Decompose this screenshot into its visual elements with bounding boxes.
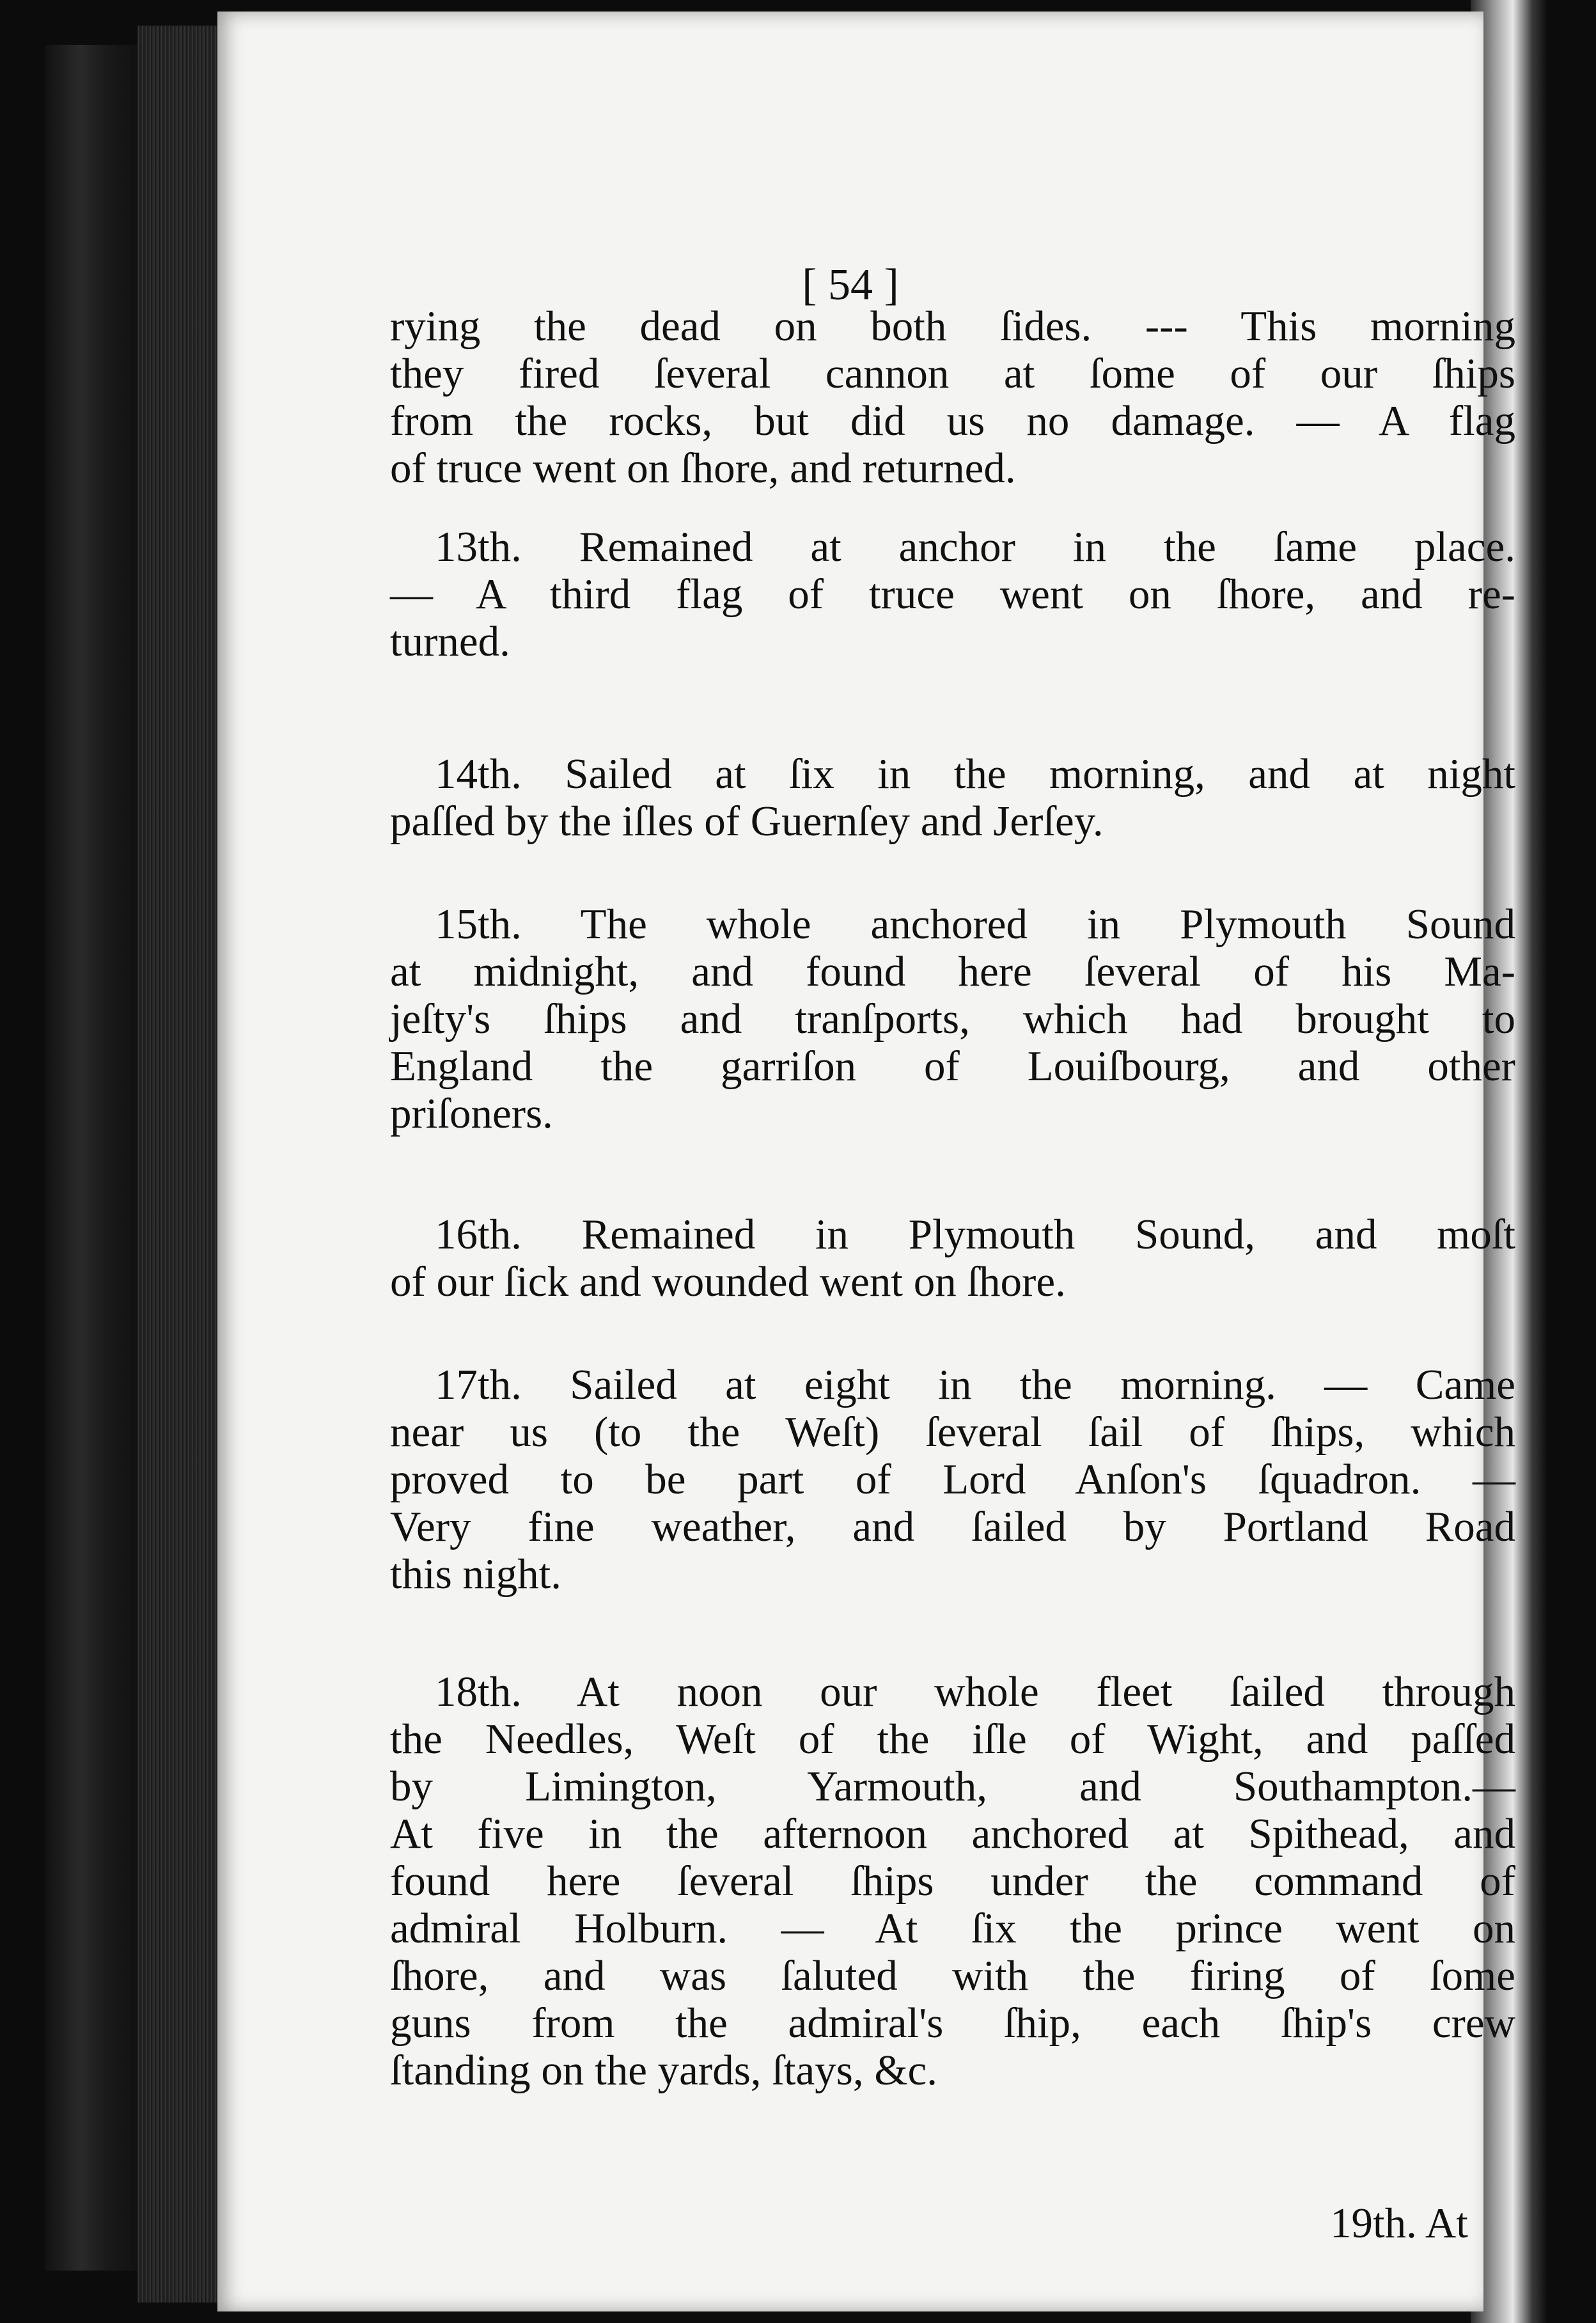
text-line: from the rocks, but did us no damage. — A flag bbox=[390, 397, 1515, 445]
text-line: they fired ſeveral cannon at ſome of our ſhips bbox=[390, 350, 1515, 397]
text-line: Very fine weather, and ſailed by Portland Road bbox=[390, 1503, 1515, 1550]
text-line: of our ſick and wounded went on ſhore. bbox=[390, 1258, 1066, 1305]
text-line: this night. bbox=[390, 1550, 562, 1598]
text-line: 17th. Sailed at eight in the morning. — Came bbox=[435, 1361, 1515, 1408]
text-line: priſoners. bbox=[390, 1090, 553, 1137]
text-line: England the garriſon of Louiſbourg, and other bbox=[390, 1043, 1515, 1090]
paragraph bbox=[390, 1668, 1515, 2094]
text-line: 13th. Remained at anchor in the ſame place. bbox=[435, 523, 1515, 571]
text-line: admiral Holburn. — At ſix the prince went on bbox=[390, 1905, 1515, 1952]
text-line: 14th. Sailed at ſix in the morning, and at night bbox=[435, 750, 1515, 798]
text-line: of truce went on ſhore, and returned. bbox=[390, 445, 1016, 492]
book-cover-edge bbox=[45, 45, 147, 2271]
paragraph bbox=[390, 1361, 1515, 1598]
text-line: found here ſeveral ſhips under the command of bbox=[390, 1857, 1515, 1905]
paragraph bbox=[390, 750, 1515, 845]
text-line: 18th. At noon our whole fleet ſailed through bbox=[435, 1668, 1515, 1715]
text-line: paſſed by the iſles of Guernſey and Jerſey. bbox=[390, 798, 1104, 845]
text-line: jeſty's ſhips and tranſports, which had brought to bbox=[390, 995, 1515, 1043]
text-line: turned. bbox=[390, 618, 510, 665]
text-line: At five in the afternoon anchored at Spithead, and bbox=[390, 1810, 1515, 1857]
text-line: 15th. The whole anchored in Plymouth Sound bbox=[435, 901, 1515, 948]
paragraph bbox=[390, 303, 1515, 492]
page-number: [ 54 ] bbox=[802, 260, 899, 310]
text-line: by Limington, Yarmouth, and Southampton.— bbox=[390, 1763, 1515, 1810]
text-line: the Needles, Weſt of the iſle of Wight, and paſſed bbox=[390, 1715, 1515, 1763]
text-line: — A third flag of truce went on ſhore, and re- bbox=[390, 571, 1515, 618]
text-line: rying the dead on both ſides. --- This morning bbox=[390, 303, 1515, 350]
page-stack-edge bbox=[137, 26, 221, 2303]
paragraph bbox=[390, 901, 1515, 1137]
catchword: 19th. At bbox=[1330, 2200, 1468, 2247]
text-line: proved to be part of Lord Anſon's ſquadron. — bbox=[390, 1456, 1515, 1503]
paragraph bbox=[390, 523, 1515, 665]
paragraph bbox=[390, 1211, 1515, 1305]
text-line: ſhore, and was ſaluted with the firing of ſome bbox=[390, 1952, 1515, 1999]
text-line: near us (to the Weſt) ſeveral ſail of ſhips, which bbox=[390, 1408, 1515, 1456]
text-line: ſtanding on the yards, ſtays, &c. bbox=[390, 2047, 937, 2094]
text-line: 16th. Remained in Plymouth Sound, and moſt bbox=[435, 1211, 1515, 1258]
text-line: at midnight, and found here ſeveral of his Ma- bbox=[390, 948, 1515, 995]
text-line: guns from the admiral's ſhip, each ſhip's crew bbox=[390, 1999, 1515, 2047]
book-page bbox=[217, 12, 1515, 2311]
